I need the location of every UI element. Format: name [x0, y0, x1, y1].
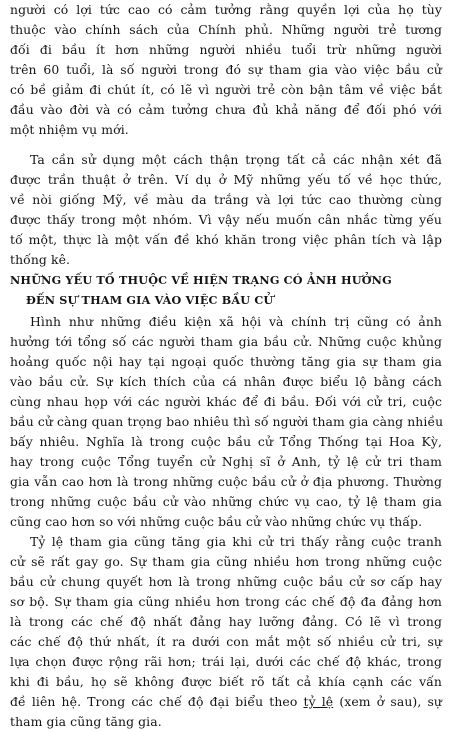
paragraph-1-line: đầu vào đời và có cảm tưởng chưa đủ khả năng để đối phó với — [10, 102, 442, 117]
paragraph-3-line: hưởng tới tổng số các người tham gia bầu cử. Những cuộc khủng — [10, 334, 442, 349]
line-text: (xem ở sau), sự — [333, 694, 442, 709]
paragraph-3-line: hay trong cuộc Tổng tuyển cử Nghị sĩ ở Anh, tỷ lệ cử tri tham — [10, 454, 442, 469]
paragraph-2-line: được trần thuật ở trên. Ví dụ ở Mỹ những yếu tố về học thức, — [10, 172, 442, 187]
paragraph-3-line: bấy nhiêu. Nghĩa là trong cuộc bầu cử Tổng Thống tại Hoa Kỳ, — [10, 434, 442, 449]
paragraph-1 — [10, 0, 442, 140]
paragraph-3-line: cũng cao hơn so với những cuộc bầu cử vào những chức vụ thấp. — [10, 514, 423, 529]
paragraph-4-line: cử sẽ rất gay go. Sự tham gia cũng nhiều hơn trong những cuộc — [10, 554, 442, 569]
paragraph-4-line: Tỷ lệ tham gia cũng tăng gia khi cử tri thấy rằng cuộc tranh — [30, 534, 442, 549]
paragraph-3-line: Hình như những điều kiện xã hội và chính trị cũng có ảnh — [30, 314, 442, 329]
section-heading — [10, 270, 442, 310]
paragraph-2-line: được thấy trong một nhóm. Vì vậy nếu muốn cân nhắc từng yếu — [10, 212, 442, 227]
paragraph-2 — [10, 150, 442, 270]
paragraph-2-line: thống kê. — [10, 252, 71, 267]
paragraph-3-line: cùng nhau họp với các người khác để đi bầu. Đối với cử tri, cuộc — [10, 394, 442, 409]
paragraph-4-line: là trong các chế độ nhất đảng hay lưỡng đảng. Có lẽ vì trong — [10, 614, 442, 629]
underlined-text: tỷ lệ — [303, 694, 334, 709]
section-heading-line-1: NHỮNG YẾU TỐ THUỘC VỀ HIỆN TRẠNG CÓ ẢNH HƯỞNG — [10, 273, 392, 287]
paragraph-3-line: trong những cuộc bầu cử vào những chức vụ cao, tỷ lệ tham gia — [10, 494, 442, 509]
line-text: đề liên hệ. Trong các chế độ đại biểu theo — [10, 694, 304, 709]
paragraph-3-line: vào bầu cử. Sự kích thích của cá nhân được biểu lộ bằng cách — [10, 374, 442, 389]
section-heading-line-2: ĐẾN SỰ THAM GIA VÀO VIỆC BẦU CỬ — [26, 293, 274, 307]
paragraph-1-line: có bề giảm đi chút ít, có lẽ vì người trẻ còn bận tâm về việc bắt — [10, 82, 442, 97]
paragraph-4-line: bầu cử chung quyết hơn là trong những cuộc bầu cử sơ cấp hay — [10, 574, 442, 589]
paragraph-3-line: hoảng quốc nội hay tại ngoại quốc thường tăng gia sự tham gia — [10, 354, 442, 369]
paragraph-3-line: bầu cử càng quan trọng bao nhiêu thì số người tham gia càng nhiều — [10, 414, 444, 429]
paragraph-1-line: thuộc vào chính sách của Chính phủ. Những người trẻ tương — [10, 22, 442, 37]
paragraph-1-line: người có lợi tức cao có cảm tưởng rằng quyền lợi của họ tùy — [10, 2, 442, 17]
paragraph-4-line: lựa chọn được rộng rãi hơn; trái lại, dưới các chế độ khác, trong — [10, 654, 442, 669]
paragraph-3-line: gia vẫn cao hơn là trong những cuộc bầu cử ở địa phương. Thường — [10, 474, 442, 489]
paragraph-1-line: đối đi bầu ít hơn những người nhiều tuổi trừ những người — [10, 42, 442, 57]
paragraph-4-line — [10, 692, 442, 712]
paragraph-2-line: tố một, thực là một vấn đề khó khăn trong việc phân tích và lập — [10, 232, 442, 247]
paragraph-1-line: một nhiệm vụ mới. — [10, 122, 129, 137]
paragraph-3 — [10, 312, 442, 532]
paragraph-4 — [10, 532, 442, 732]
paragraph-4-line: khi đi bầu, họ sẽ không được biết rõ tất cả khía cạnh các vấn — [10, 674, 442, 689]
paragraph-1-line: trên 60 tuổi, là số người trong đó sự tham gia vào việc bầu cử — [10, 62, 442, 77]
paragraph-4-line: các chế độ thứ nhất, ít ra dưới con mắt một số nhiều cử tri, sự — [10, 634, 442, 649]
paragraph-4-line: sơ bộ. Sự tham gia cũng nhiều hơn trong các chế độ đa đảng hơn — [10, 594, 442, 609]
paragraph-4-line: tham gia cũng tăng gia. — [10, 714, 162, 729]
paragraph-2-line: về nòi giống Mỹ, về màu da trắng và lợi tức cao thường cùng — [10, 192, 442, 207]
paragraph-2-line: Ta cần sử dụng một cách thận trọng tất cả các nhận xét đã — [30, 152, 442, 167]
